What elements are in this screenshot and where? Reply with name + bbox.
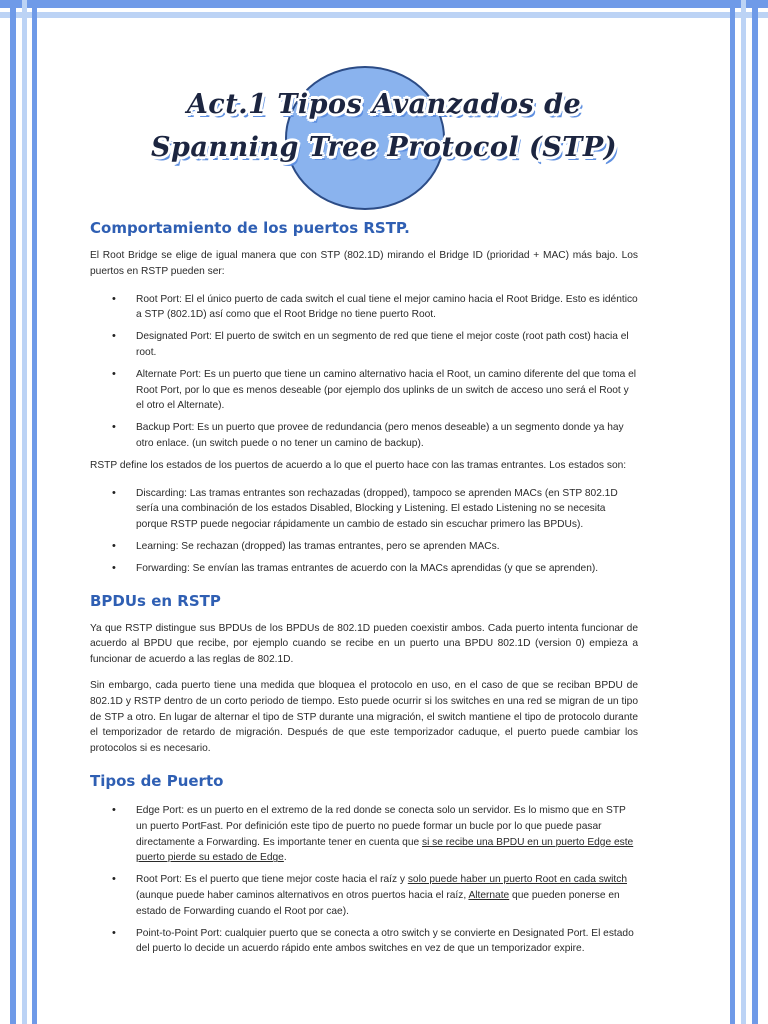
- frame-right-band-1: [730, 0, 735, 1024]
- list-item: • Alternate Port: Es un puerto que tiene un camino alternativo hacia el Root, un camino diferente del que toma el Root Port, por lo que es menos deseable (por ejemplo dos uplinks de un switch de acceso uno será el Root y el otro el Alternate).: [136, 367, 638, 414]
- paragraph-root-bridge: El Root Bridge se elige de igual manera que con STP (802.1D) mirando el Bridge ID (prioridad + MAC) más bajo. Los puertos en RSTP pueden ser:: [90, 250, 638, 277]
- frame-left-band-3: [32, 0, 37, 1024]
- list-item: • Root Port: El el único puerto de cada switch el cual tiene el mejor camino hacia el Root Bridge. Esto es idéntico a STP (802.1D) así como que el Root Bridge no tiene puerto Root.: [136, 292, 638, 324]
- text-run: Edge Port: es un puerto en el extremo de la red donde se conecta solo un servidor. Es lo mismo que en STP un puerto PortFast. Por definición este tipo de puerto no puede formar un bucle por lo que puede pasar directamente a Forwarding. Es importante tener en cuenta que: [136, 804, 626, 848]
- list-item: • Backup Port: Es un puerto que provee de redundancia (pero menos deseable) a un segmento donde ya hay otro enlace. (un switch puede o no tener un camino de backup).: [136, 420, 638, 452]
- frame-right-band-3: [752, 0, 758, 1024]
- frame-left-band-1: [10, 0, 16, 1024]
- paragraph-bpdus-1: Ya que RSTP distingue sus BPDUs de los BPDUs de 802.1D pueden coexistir ambos. Cada puerto intenta funcionar de acuerdo al BPDU que recibe, por ejemplo cuando se recibe en un puerto una BPDU 802.1D (version 0) empieza a funcionar de acuerdo a las reglas de 802.1D.: [90, 622, 638, 666]
- text-run: .: [283, 852, 287, 864]
- port-roles-list: [90, 292, 638, 452]
- underlined-text: solo puede haber un puerto Root en cada switch: [407, 874, 627, 886]
- page-title-line-2: Spanning Tree Protocol (STP): [151, 132, 617, 163]
- list-item: • Discarding: Las tramas entrantes son rechazadas (dropped), tampoco se aprenden MACs (en STP 802.1D sería una combinación de los estados Disabled, Blocking y Listening. El estado Listening no se necesita porque RSTP puede negociar rápidamente un cambio de estado sin escuchar primero las BPDUs).: [136, 486, 638, 533]
- section-heading-rstp-ports: Comportamiento de los puertos RSTP.: [90, 219, 410, 237]
- list-item: • Forwarding: Se envían las tramas entrantes de acuerdo con la MACs aprendidas (y que se aprenden).: [136, 561, 638, 577]
- frame-top-light: [0, 12, 768, 18]
- frame-top-band: [0, 0, 768, 8]
- list-item: • Learning: Se rechazan (dropped) las tramas entrantes, pero se aprenden MACs.: [136, 539, 638, 555]
- text-run: Root Port: Es el puerto que tiene mejor coste hacia el raíz y: [136, 874, 408, 886]
- underlined-text: si se recibe una BPDU en un puerto Edge este puerto pierde su estado de Edge: [136, 836, 634, 864]
- list-item: • Point-to-Point Port: cualquier puerto que se conecta a otro switch y se convierte en Designated Port. El estado del puerto lo decide un acuerdo rápido ente ambos switches en vez de que un temporizador expire.: [136, 926, 638, 958]
- list-item: [136, 803, 638, 866]
- document-body: [90, 218, 638, 963]
- port-states-list: [90, 486, 638, 577]
- title-block: [40, 24, 728, 204]
- page-title-line-1: Act.1 Tipos Avanzados de: [186, 89, 582, 120]
- list-item: • Designated Port: El puerto de switch en un segmento de red que tiene el mejor coste (root path cost) hacia el root.: [136, 329, 638, 361]
- section-heading-port-types: Tipos de Puerto: [90, 771, 224, 790]
- text-run: (aunque puede haber caminos alternativos en otros puertos hacia el raíz,: [136, 889, 469, 901]
- port-types-list: [90, 803, 638, 957]
- text-run: que pueden ponerse en estado de Forwarding cuando el Root por cae).: [136, 889, 620, 917]
- underlined-text: Alternate: [468, 889, 510, 901]
- frame-left-band-2: [22, 0, 27, 1024]
- list-item: [136, 872, 638, 919]
- section-heading-bpdus: BPDUs en RSTP: [90, 591, 221, 610]
- frame-right-band-2: [741, 0, 746, 1024]
- paragraph-bpdus-2: Sin embargo, cada puerto tiene una medida que bloquea el protocolo en uso, en el caso de que se reciban BPDU de 802.1D y RSTP dentro de un corto periodo de tiempo. Esto puede ocurrir si los switches en una red se migran de un tipo de STP a otro. En lugar de alternar el tipo de STP durante una migración, el switch mantiene el tipo de protocolo durante el temporizador de retardo de migración. Después de que este temporizador caduque, el puerto puede cambiar los protocolos si es necesario.: [90, 679, 638, 755]
- paragraph-port-states: RSTP define los estados de los puertos de acuerdo a lo que el puerto hace con las tramas entrantes. Los estados son:: [90, 459, 627, 471]
